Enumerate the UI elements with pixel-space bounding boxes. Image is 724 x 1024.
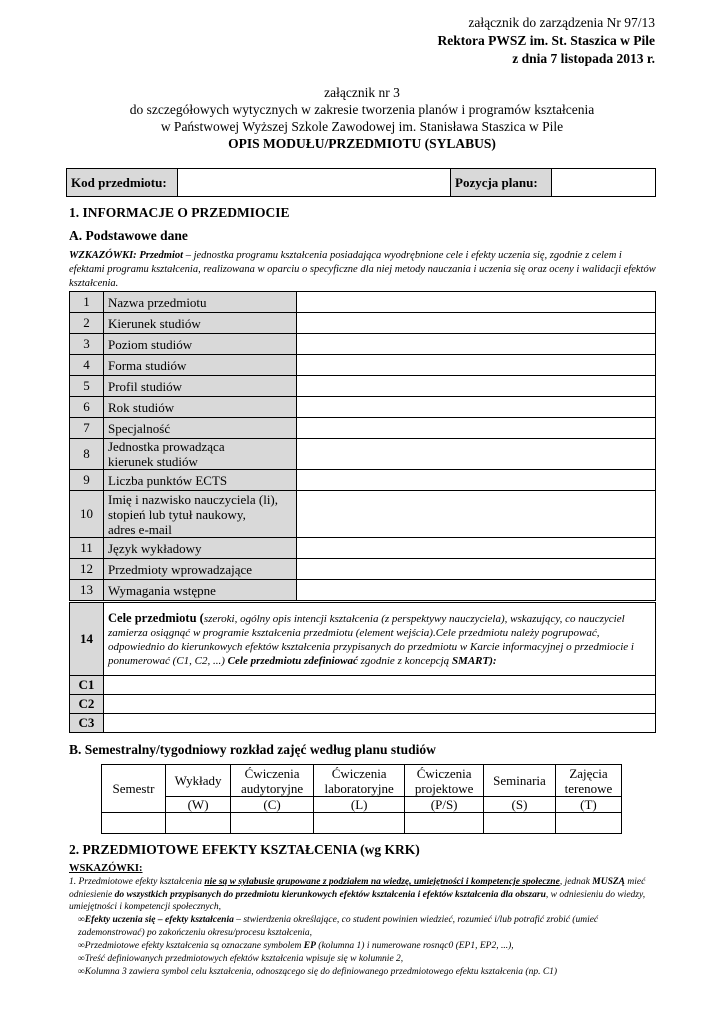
class-type-header: Seminaria (483, 765, 555, 797)
class-type-header: Zajęcia terenowe (555, 765, 621, 797)
row-label: Język wykładowy (104, 538, 297, 559)
row-value-field[interactable] (297, 559, 656, 580)
goal-row (70, 714, 656, 733)
b4: Kolumna 3 zawiera symbol celu kształcenia, odnoszącego się do definiowanego przedmiotowego efektu kształcenia (np. C1) (84, 967, 558, 977)
section1-hint (69, 249, 659, 291)
header-annex-line: załącznik do zarządzenia Nr 97/13 (468, 15, 655, 30)
intro-school-line: w Państwowej Wyższej Szkole Zawodowej im. Stanisława Staszica w Pile (160, 119, 564, 134)
semester-value-field[interactable] (231, 813, 314, 834)
row-label: Poziom studiów (104, 334, 297, 355)
class-type-code: (P/S) (405, 797, 484, 813)
class-type-code: (S) (483, 797, 555, 813)
row-label: Kierunek studiów (104, 313, 297, 334)
row-number: 1 (70, 292, 104, 313)
class-type-header: Wykłady (166, 765, 231, 797)
row-number: 2 (70, 313, 104, 334)
basic-row (70, 376, 656, 397)
row-label: Nazwa przedmiotu (104, 292, 297, 313)
basic-row (70, 334, 656, 355)
basic-row (70, 580, 656, 601)
row-number: 11 (70, 538, 104, 559)
intro-guidelines-line: do szczegółowych wytycznych w zakresie tworzenia planów i programów kształcenia (129, 102, 595, 117)
row-value-field[interactable] (297, 491, 656, 538)
row-value-field[interactable] (297, 355, 656, 376)
p1-g: , w odniesieniu do wiedzy, umiejętności i kompetencji społecznych, (69, 889, 646, 912)
class-type-header: Ćwiczenia laboratoryjne (314, 765, 405, 797)
bullet-icon: ∞ (78, 967, 85, 977)
basic-row (70, 491, 656, 538)
goal-row (70, 676, 656, 695)
section2-bullet1 (78, 914, 656, 939)
b2-a: Przedmiotowe efekty kształcenia są oznaczane symbolem (84, 941, 304, 951)
code-label: Kod przedmiotu: (67, 169, 178, 197)
row-value-field[interactable] (297, 334, 656, 355)
row-label: Jednostka prowadząca kierunek studiów (104, 439, 297, 470)
class-type-code: (W) (166, 797, 231, 813)
bullet-icon: ∞ (78, 915, 85, 925)
section2-hint-p1 (69, 876, 657, 914)
goal-value-field[interactable] (104, 676, 656, 695)
goals-table (69, 602, 656, 733)
code-table (66, 168, 656, 197)
basic-row (70, 355, 656, 376)
row-label: Liczba punktów ECTS (104, 470, 297, 491)
semester-value-field[interactable] (555, 813, 621, 834)
basic-row (70, 559, 656, 580)
semester-header: Semestr (102, 765, 166, 813)
goals-desc2: zgodnie z koncepcją (357, 654, 452, 667)
section1-subheading: A. Podstawowe dane (69, 228, 188, 243)
goals-desc1: szeroki, ogólny opis intencji kształcenia (z perspektywy nauczyciela), wskazujący, co nauczyciel zamierza osiągnąć w programie kształcenia przedmiotu (element wejścia).Cele przedmiotu należy pogrupować, odpowiednio do kierunkowych efektów kształcenia przypisanych do przedmiotu w Karcie informacyjnej o przedmiocie i ponumerować (C1, C2, ...) (108, 612, 634, 667)
sectionB-heading: B. Semestralny/tygodniowy rozkład zajęć według planu studiów (69, 742, 436, 757)
section1-heading: 1. INFORMACJE O PRZEDMIOCIE (69, 205, 290, 220)
basic-row (70, 292, 656, 313)
row-label: Imię i nazwisko nauczyciela (li), stopień lub tytuł naukowy, adres e-mail (104, 491, 297, 538)
p1-e: mieć odniesienie (69, 877, 646, 900)
semester-value-field[interactable] (483, 813, 555, 834)
goal-value-field[interactable] (104, 695, 656, 714)
row-number: 13 (70, 580, 104, 601)
semester-value-field[interactable] (166, 813, 231, 834)
p1-d: MUSZĄ (592, 877, 625, 887)
goal-row (70, 695, 656, 714)
goals-number: 14 (70, 603, 104, 676)
goal-value-field[interactable] (104, 714, 656, 733)
row-number: 10 (70, 491, 104, 538)
position-value-field[interactable] (552, 169, 656, 197)
row-value-field[interactable] (297, 439, 656, 470)
semester-value-field[interactable] (405, 813, 484, 834)
row-value-field[interactable] (297, 538, 656, 559)
hint-label: WZKAZÓWKI: (69, 250, 137, 261)
row-label: Przedmioty wprowadzające (104, 559, 297, 580)
class-type-code: (L) (314, 797, 405, 813)
basic-data-table (69, 291, 656, 601)
class-type-code: (T) (555, 797, 621, 813)
semester-value-field[interactable] (314, 813, 405, 834)
section2-heading: 2. PRZEDMIOTOWE EFEKTY KSZTAŁCENIA (wg KRK) (69, 842, 420, 857)
basic-row (70, 418, 656, 439)
bullet-icon: ∞ (78, 954, 85, 964)
goals-label: Cele przedmiotu ( (108, 610, 204, 625)
class-type-header: Ćwiczenia projektowe (405, 765, 484, 797)
row-number: 7 (70, 418, 104, 439)
p1-c: , jednak (559, 877, 593, 887)
hint-text: – jednostka programu kształcenia posiadająca wyodrębnione cele i efekty uczenia się, zgodnie z celem i efektami programu kształcenia, realizowana w oparciu o specyficzne dla niej metody nauczania i uczenia się oraz oceny i walidacji efektów kształcenia. (69, 250, 656, 289)
section2-bullet2 (78, 940, 656, 953)
goals-smart: SMART): (451, 654, 497, 667)
class-type-header: Ćwiczenia audytoryjne (231, 765, 314, 797)
row-number: 3 (70, 334, 104, 355)
row-number: 9 (70, 470, 104, 491)
goals-description (104, 603, 656, 676)
row-number: 8 (70, 439, 104, 470)
row-value-field[interactable] (297, 418, 656, 439)
row-number: 4 (70, 355, 104, 376)
goal-code: C3 (70, 714, 104, 733)
row-label: Wymagania wstępne (104, 580, 297, 601)
row-value-field[interactable] (297, 313, 656, 334)
basic-row (70, 470, 656, 491)
b2-c: (kolumna 1) i numerowane rosnąc0 (EP1, EP2, ...), (315, 941, 514, 951)
basic-row (70, 397, 656, 418)
basic-row (70, 439, 656, 470)
class-type-code: (C) (231, 797, 314, 813)
row-label: Specjalność (104, 418, 297, 439)
row-label: Forma studiów (104, 355, 297, 376)
position-label: Pozycja planu: (451, 169, 552, 197)
row-number: 12 (70, 559, 104, 580)
hint-term: Przedmiot (139, 250, 184, 261)
basic-row (70, 538, 656, 559)
section2-bullet3 (78, 953, 656, 966)
row-value-field[interactable] (297, 376, 656, 397)
bullet-icon: ∞ (78, 941, 85, 951)
row-number: 5 (70, 376, 104, 397)
row-label: Profil studiów (104, 376, 297, 397)
row-value-field[interactable] (297, 470, 656, 491)
semester-value-field[interactable] (102, 813, 166, 834)
row-value-field[interactable] (297, 292, 656, 313)
goals-desc-bold: Cele przedmiotu zdefiniować (227, 654, 358, 667)
basic-row (70, 313, 656, 334)
row-label: Rok studiów (104, 397, 297, 418)
b3: Treść definiowanych przedmiotowych efektów kształcenia wpisuje się w kolumnie 2, (84, 954, 404, 964)
intro-annex-number: załącznik nr 3 (324, 85, 400, 100)
p1-b: nie są w sylabusie grupowane z podziałem na wiedzę, umiejętności i kompetencje społeczne (204, 877, 560, 887)
row-value-field[interactable] (297, 580, 656, 601)
p1-f: do wszystkich przypisanych do przedmiotu kierunkowych efektów kształcenia i efektów kształcenia dla obszaru (114, 889, 546, 900)
goal-code: C1 (70, 676, 104, 695)
document-title: OPIS MODUŁU/PRZEDMIOTU (SYLABUS) (228, 136, 496, 151)
row-value-field[interactable] (297, 397, 656, 418)
goal-code: C2 (70, 695, 104, 714)
header-rector-line: Rektora PWSZ im. St. Staszica w Pile (437, 33, 655, 48)
code-value-field[interactable] (178, 169, 451, 197)
semester-table (101, 764, 622, 834)
header-date-line: z dnia 7 listopada 2013 r. (512, 51, 655, 66)
section2-hints-label: WSKAZÓWKI: (69, 863, 143, 874)
section2-bullet4 (78, 966, 656, 979)
b2-b: EP (303, 941, 316, 951)
row-number: 6 (70, 397, 104, 418)
b1-text: – stwierdzenia określające, co student powinien wiedzieć, rozumieć i/lub potrafić zrobić (umieć zademonstrować) po zakończeniu okresu/procesu kształcenia, (78, 915, 599, 938)
b1-term: Efekty uczenia się – efekty kształcenia (84, 915, 234, 925)
p1-a: 1. Przedmiotowe efekty kształcenia (69, 877, 205, 887)
